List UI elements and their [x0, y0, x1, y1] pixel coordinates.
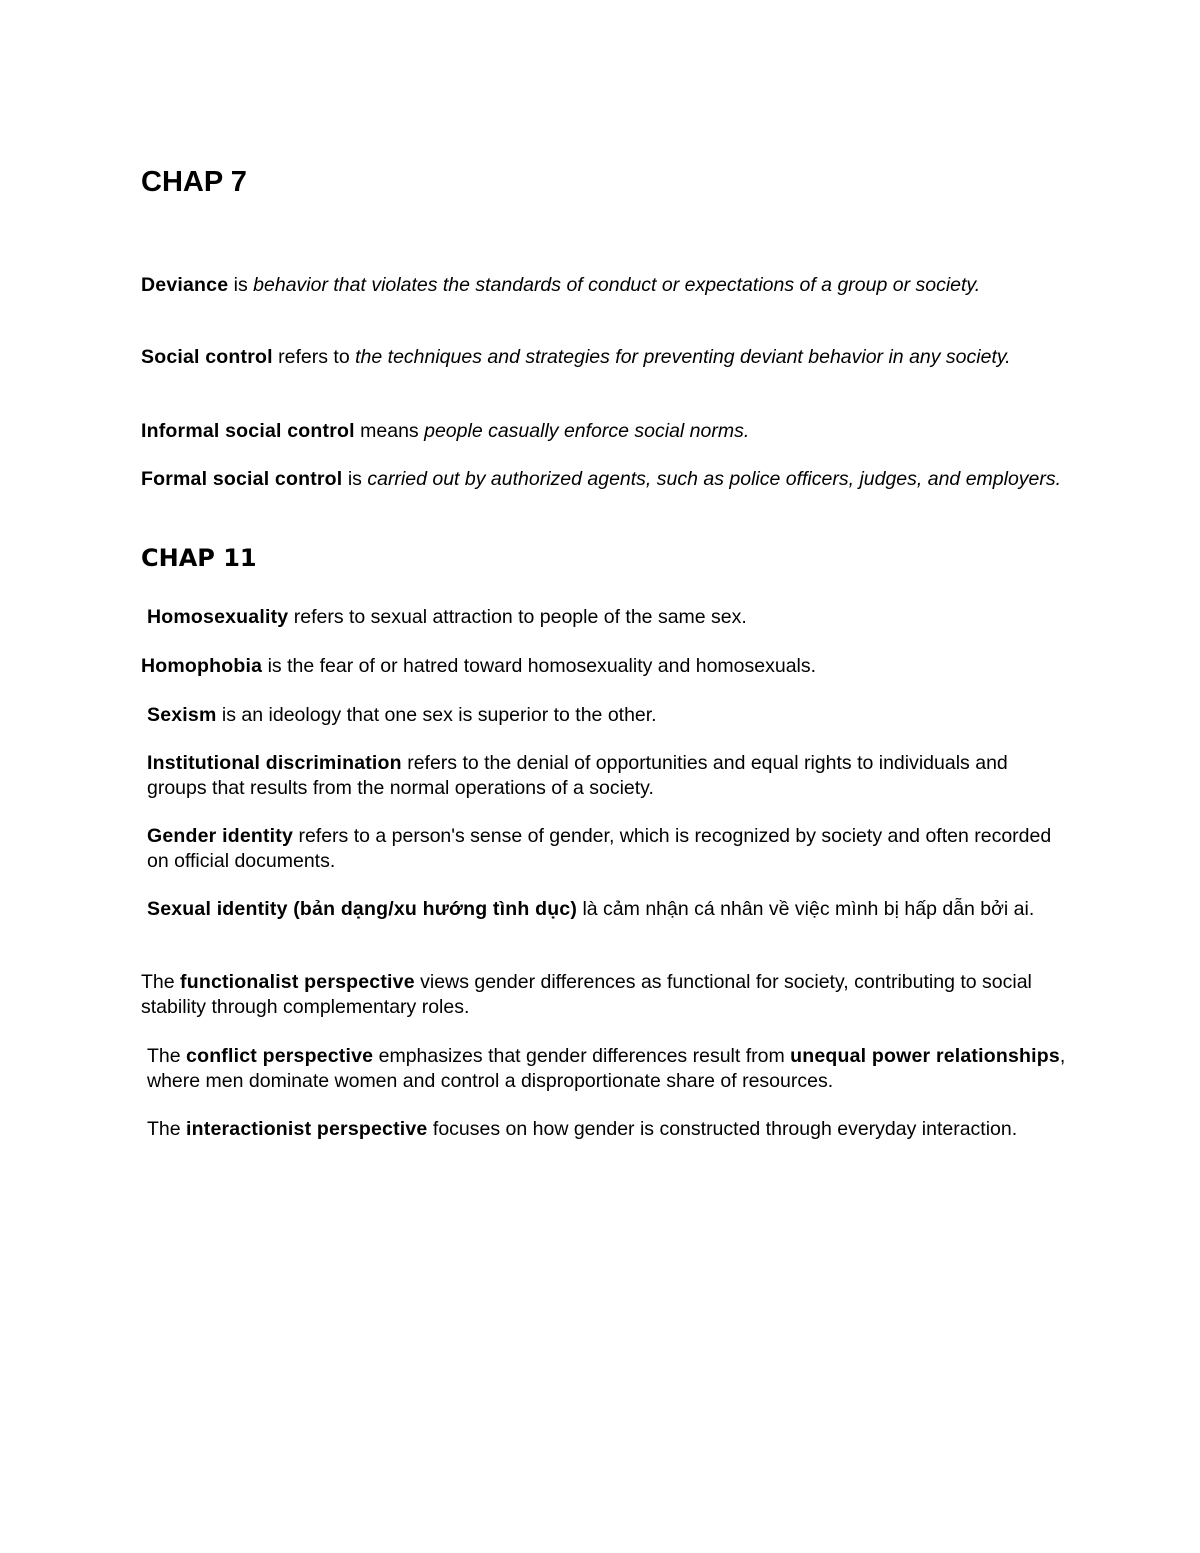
definition: focuses on how gender is constructed through everyday interaction. — [427, 1118, 1018, 1140]
term: functionalist perspective — [180, 971, 415, 993]
definition: people casually enforce social norms. — [424, 420, 750, 442]
term: Homosexuality — [147, 606, 289, 628]
term: Homophobia — [141, 655, 263, 677]
chap7-heading: CHAP 7 — [141, 166, 247, 198]
definition: is an ideology that one sex is superior to the other. — [216, 704, 657, 726]
connector: means — [354, 420, 425, 442]
definition: behavior that violates the standards of conduct or expectations of a group or society. — [253, 274, 981, 296]
definition-sexism — [141, 703, 1072, 728]
term: Sexism — [147, 704, 217, 726]
definition: là cảm nhận cá nhân về việc mình bị hấp dẫn bởi ai. — [577, 898, 1035, 920]
definition: views gender differences as functional for society, contributing to social stability through complementary roles. — [141, 971, 1032, 1018]
connector: refers to — [272, 346, 356, 368]
term: conflict perspective — [186, 1045, 374, 1067]
definition-homophobia — [141, 654, 1066, 679]
term: Deviance — [141, 274, 229, 296]
definition-part: emphasizes that gender differences result from — [373, 1045, 791, 1067]
definition-sexual-identity — [141, 897, 1072, 922]
definition-informal-social-control — [141, 419, 1066, 444]
definition-deviance — [141, 273, 1066, 298]
connector: is — [342, 468, 368, 490]
term: Institutional discrimination — [147, 752, 402, 774]
definition: carried out by authorized agents, such as police officers, judges, and employers. — [367, 468, 1062, 490]
definition-homosexuality — [141, 605, 1072, 630]
term: Gender identity — [147, 825, 294, 847]
conflict-perspective — [141, 1044, 1072, 1094]
term: Formal social control — [141, 468, 343, 490]
definition: the techniques and strategies for preventing deviant behavior in any society. — [355, 346, 1011, 368]
term: interactionist perspective — [186, 1118, 428, 1140]
term-secondary: unequal power relationships — [790, 1045, 1060, 1067]
term: Social control — [141, 346, 273, 368]
prefix: The — [147, 1118, 187, 1140]
definition-institutional-discrimination — [141, 751, 1072, 801]
chap11-heading: CHAP 11 — [141, 544, 257, 572]
term: Sexual identity (bản dạng/xu hướng tình dục) — [147, 898, 578, 920]
definition-social-control — [141, 345, 1066, 370]
interactionist-perspective — [141, 1117, 1072, 1142]
prefix: The — [147, 1045, 187, 1067]
connector: is — [228, 274, 254, 296]
definition: is the fear of or hatred toward homosexuality and homosexuals. — [262, 655, 817, 677]
definition-formal-social-control — [141, 467, 1066, 492]
definition: refers to sexual attraction to people of the same sex. — [288, 606, 747, 628]
definition: refers to a person's sense of gender, which is recognized by society and often recorded on official documents. — [147, 825, 1052, 872]
definition: refers to the denial of opportunities and equal rights to individuals and groups that results from the normal operations of a society. — [147, 752, 1008, 799]
term: Informal social control — [141, 420, 355, 442]
definition-gender-identity — [141, 824, 1072, 874]
functionalist-perspective — [141, 970, 1066, 1020]
prefix: The — [141, 971, 181, 993]
definition: , where men dominate women and control a disproportionate share of resources. — [147, 1045, 1066, 1092]
